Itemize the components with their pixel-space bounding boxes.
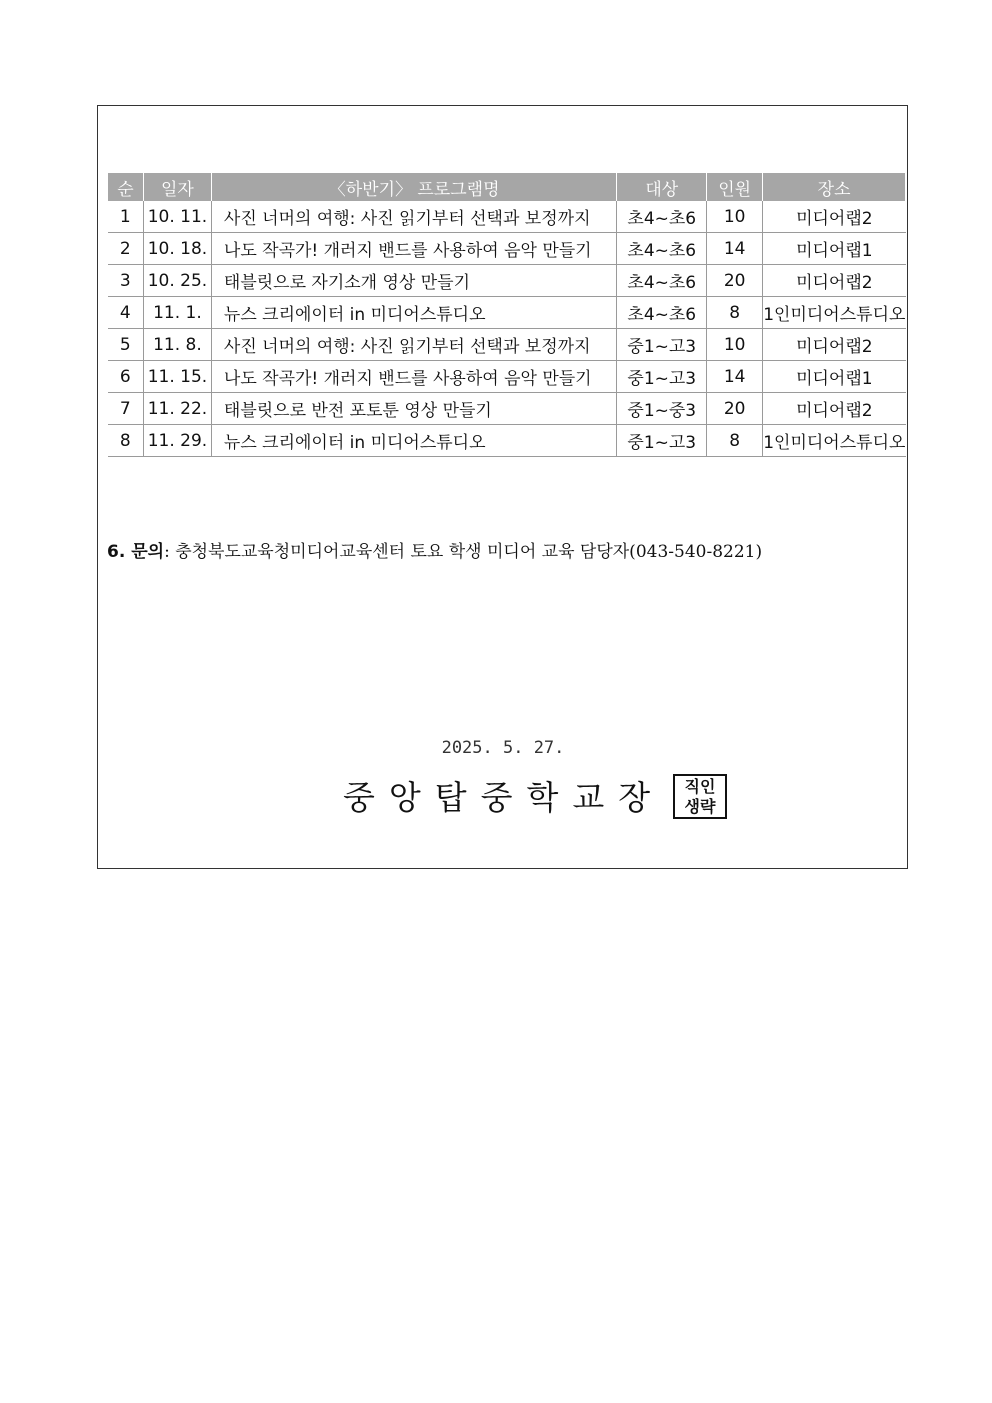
cell-number: 8 [108, 425, 144, 457]
seal-omitted-stamp [673, 774, 727, 819]
cell-program-name: 나도 작곡가! 개러지 밴드를 사용하여 음악 만들기 [211, 233, 616, 265]
header-number: 순 [108, 173, 144, 201]
header-location: 장소 [763, 173, 906, 201]
cell-date: 11. 29. [143, 425, 211, 457]
cell-date: 11. 8. [143, 329, 211, 361]
cell-program-name: 사진 너머의 여행: 사진 읽기부터 선택과 보정까지 [211, 329, 616, 361]
cell-date: 10. 18. [143, 233, 211, 265]
inquiry-label: 6. 문의 [107, 542, 165, 562]
cell-date: 11. 22. [143, 393, 211, 425]
cell-date: 10. 25. [143, 265, 211, 297]
table-header-row [108, 173, 906, 201]
cell-target: 초4~초6 [617, 265, 707, 297]
table-row [108, 297, 906, 329]
cell-date: 11. 15. [143, 361, 211, 393]
table-row [108, 201, 906, 233]
cell-number: 1 [108, 201, 144, 233]
cell-capacity: 10 [707, 201, 763, 233]
cell-date: 11. 1. [143, 297, 211, 329]
cell-program-name: 태블릿으로 반전 포토툰 영상 만들기 [211, 393, 616, 425]
cell-program-name: 뉴스 크리에이터 in 미디어스튜디오 [211, 425, 616, 457]
seal-line-1: 직인 [684, 777, 716, 796]
table-row [108, 425, 906, 457]
cell-capacity: 20 [707, 393, 763, 425]
cell-location: 미디어랩2 [763, 329, 906, 361]
table-row [108, 329, 906, 361]
cell-location: 1인미디어스튜디오 [763, 297, 906, 329]
cell-number: 7 [108, 393, 144, 425]
header-date: 일자 [143, 173, 211, 201]
cell-capacity: 14 [707, 233, 763, 265]
program-schedule-table [107, 173, 906, 457]
cell-target: 중1~고3 [617, 425, 707, 457]
table-row [108, 233, 906, 265]
cell-target: 초4~초6 [617, 233, 707, 265]
cell-target: 초4~초6 [617, 297, 707, 329]
seal-line-2: 생략 [684, 797, 716, 816]
cell-location: 미디어랩2 [763, 265, 906, 297]
cell-target: 중1~고3 [617, 329, 707, 361]
header-target: 대상 [617, 173, 707, 201]
inquiry-text: : 충청북도교육청미디어교육센터 토요 학생 미디어 교육 담당자(043-540-8221) [164, 542, 763, 562]
cell-program-name: 태블릿으로 자기소개 영상 만들기 [211, 265, 616, 297]
cell-target: 초4~초6 [617, 201, 707, 233]
cell-capacity: 10 [707, 329, 763, 361]
cell-location: 미디어랩1 [763, 233, 906, 265]
cell-location: 미디어랩2 [763, 201, 906, 233]
table-row [108, 265, 906, 297]
document-date: 2025. 5. 27. [441, 738, 565, 758]
cell-program-name: 뉴스 크리에이터 in 미디어스튜디오 [211, 297, 616, 329]
table-row [108, 361, 906, 393]
cell-location: 1인미디어스튜디오 [763, 425, 906, 457]
cell-number: 3 [108, 265, 144, 297]
header-program-name: 〈하반기〉 프로그램명 [211, 173, 616, 201]
cell-number: 5 [108, 329, 144, 361]
cell-number: 4 [108, 297, 144, 329]
cell-capacity: 8 [707, 425, 763, 457]
cell-number: 6 [108, 361, 144, 393]
cell-location: 미디어랩2 [763, 393, 906, 425]
cell-location: 미디어랩1 [763, 361, 906, 393]
cell-target: 중1~고3 [617, 361, 707, 393]
cell-program-name: 사진 너머의 여행: 사진 읽기부터 선택과 보정까지 [211, 201, 616, 233]
cell-target: 중1~중3 [617, 393, 707, 425]
cell-capacity: 14 [707, 361, 763, 393]
cell-capacity: 8 [707, 297, 763, 329]
principal-signature: 중앙탑중학교장 [343, 778, 665, 817]
inquiry-line [107, 537, 762, 562]
cell-capacity: 20 [707, 265, 763, 297]
cell-program-name: 나도 작곡가! 개러지 밴드를 사용하여 음악 만들기 [211, 361, 616, 393]
cell-date: 10. 11. [143, 201, 211, 233]
cell-number: 2 [108, 233, 144, 265]
header-capacity: 인원 [707, 173, 763, 201]
table-row [108, 393, 906, 425]
